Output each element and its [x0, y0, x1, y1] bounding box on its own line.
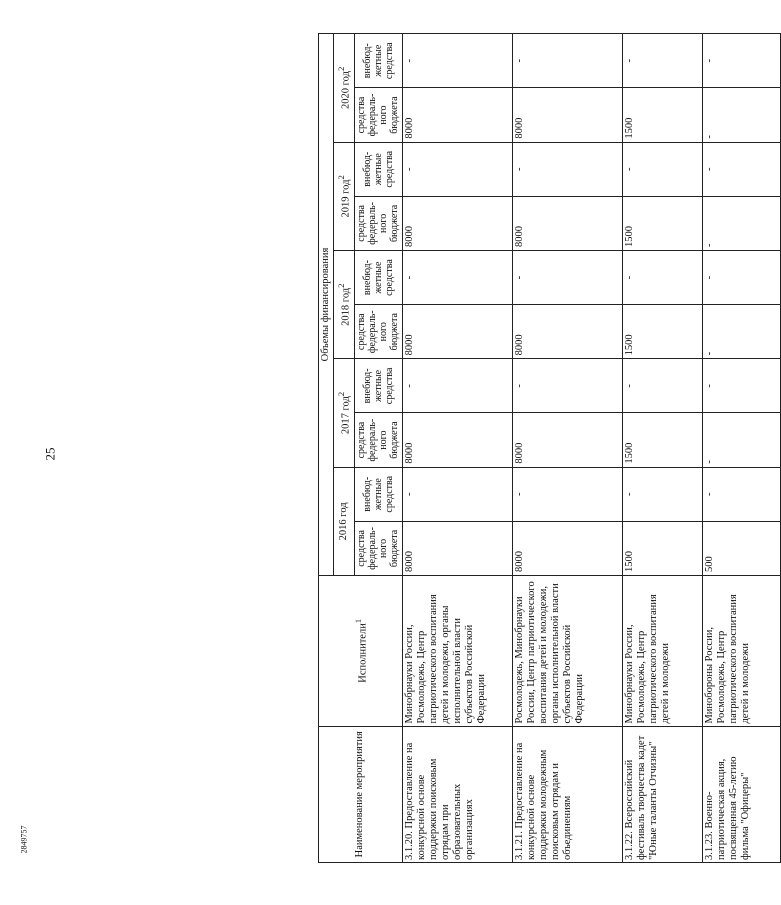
header-extrabudgetary: внебюд-жетные средства — [354, 359, 402, 413]
federal-budget-value: 8000 — [512, 305, 622, 359]
federal-budget-value: 8000 — [512, 521, 622, 575]
header-executors: Исполнители$^1$ — [319, 576, 403, 727]
table-row — [622, 34, 702, 863]
activity-name: 3.1.21. Предоставление на конкурсной основе поддержки молодежным поисковым отрядам и объединениям — [512, 726, 622, 862]
header-extrabudgetary: внебюд-жетные средства — [354, 34, 402, 88]
extrabudgetary-value: - — [402, 250, 512, 304]
extrabudgetary-value: - — [702, 34, 780, 88]
table-body — [402, 34, 780, 863]
federal-budget-value: 1500 — [622, 196, 702, 250]
federal-budget-value: - — [702, 88, 780, 142]
federal-budget-value: 8000 — [512, 88, 622, 142]
extrabudgetary-value: - — [702, 467, 780, 521]
document-code: 2849757 — [19, 825, 29, 854]
header-extrabudgetary: внебюд-жетные средства — [354, 250, 402, 304]
header-extrabudgetary: внебюд-жетные средства — [354, 467, 402, 521]
extrabudgetary-value: - — [702, 359, 780, 413]
funding-table — [318, 33, 781, 863]
activity-name: 3.1.20. Предоставление на конкурсной основе поддержки поисковым отрядам при образовательных организациях — [402, 726, 512, 862]
executors: Минобрнауки России, Росмолодежь, Центр патриотического воспитания детей и молодежи, органы исполнительной власти субъектов Российской Федерации — [402, 576, 512, 727]
federal-budget-value: 8000 — [402, 305, 512, 359]
extrabudgetary-value: - — [622, 34, 702, 88]
federal-budget-value: 1500 — [622, 88, 702, 142]
extrabudgetary-value: - — [512, 34, 622, 88]
federal-budget-value: - — [702, 305, 780, 359]
header-year: 2019 год$^2$ — [334, 142, 355, 250]
extrabudgetary-value: - — [702, 250, 780, 304]
header-federal-budget: средства федераль-ного бюджета — [354, 196, 402, 250]
federal-budget-value: 1500 — [622, 413, 702, 467]
executors: Минобороны России, Росмолодежь, Центр патриотического воспитания детей и молодежи — [702, 576, 780, 727]
executors: Минобрнауки России, Росмолодежь, Центр патриотического воспитания детей и молодежи — [622, 576, 702, 727]
activity-name: 3.1.22. Всероссийский фестиваль творчества кадет "Юные таланты Отчизны" — [622, 726, 702, 862]
extrabudgetary-value: - — [512, 359, 622, 413]
executors: Росмолодежь, Минобрнауки России, Центр патриотического воспитания детей и молодежи, органы исполнительной власти субъектов Российской Федерации — [512, 576, 622, 727]
extrabudgetary-value: - — [402, 359, 512, 413]
federal-budget-value: 8000 — [512, 413, 622, 467]
federal-budget-value: 1500 — [622, 305, 702, 359]
header-extrabudgetary: внебюд-жетные средства — [354, 142, 402, 196]
table-row — [402, 34, 512, 863]
extrabudgetary-value: - — [622, 467, 702, 521]
table-header — [319, 34, 403, 863]
federal-budget-value: 8000 — [402, 521, 512, 575]
extrabudgetary-value: - — [512, 250, 622, 304]
federal-budget-value: 1500 — [622, 521, 702, 575]
federal-budget-value: - — [702, 196, 780, 250]
header-year: 2020 год$^2$ — [334, 34, 355, 143]
extrabudgetary-value: - — [622, 142, 702, 196]
federal-budget-value: 8000 — [402, 196, 512, 250]
table-row — [512, 34, 622, 863]
federal-budget-value: 8000 — [512, 196, 622, 250]
federal-budget-value: 8000 — [402, 88, 512, 142]
extrabudgetary-value: - — [512, 467, 622, 521]
federal-budget-value: - — [702, 413, 780, 467]
header-federal-budget: средства федераль-ного бюджета — [354, 521, 402, 575]
header-funding-group: Объемы финансирования — [319, 34, 334, 576]
extrabudgetary-value: - — [402, 467, 512, 521]
header-year: 2016 год — [334, 467, 355, 575]
federal-budget-value: 8000 — [402, 413, 512, 467]
federal-budget-value: 500 — [702, 521, 780, 575]
header-federal-budget: средства федераль-ного бюджета — [354, 413, 402, 467]
extrabudgetary-value: - — [622, 359, 702, 413]
table-row — [702, 34, 780, 863]
activity-name: 3.1.23. Военно-патриотическая акция, посвященная 45-летию фильма "Офицеры" — [702, 726, 780, 862]
header-federal-budget: средства федераль-ного бюджета — [354, 88, 402, 142]
header-year: 2018 год$^2$ — [334, 250, 355, 358]
rotated-table-container — [318, 33, 773, 863]
page-number: 25 — [42, 447, 58, 461]
extrabudgetary-value: - — [512, 142, 622, 196]
extrabudgetary-value: - — [702, 142, 780, 196]
extrabudgetary-value: - — [622, 250, 702, 304]
extrabudgetary-value: - — [402, 34, 512, 88]
header-name: Наименование мероприятия — [319, 726, 403, 862]
header-federal-budget: средства федераль-ного бюджета — [354, 305, 402, 359]
header-year: 2017 год$^2$ — [334, 359, 355, 467]
extrabudgetary-value: - — [402, 142, 512, 196]
